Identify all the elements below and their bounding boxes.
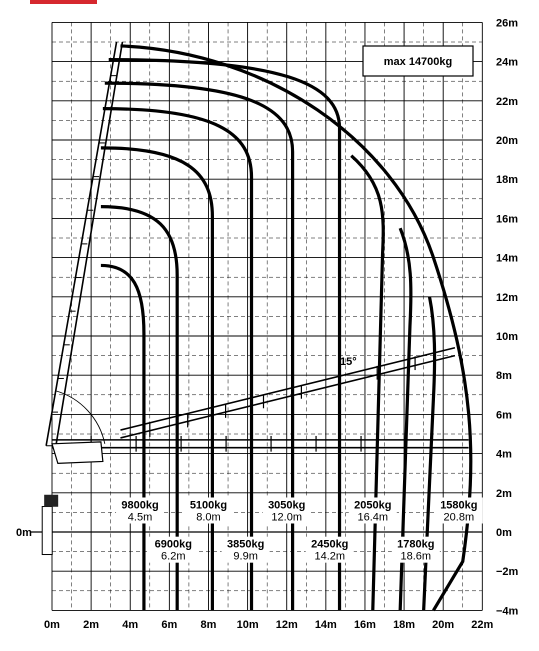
crane-column <box>42 507 52 555</box>
reach-value: 12.0m <box>271 511 303 524</box>
x-tick-label: 14m <box>314 619 337 631</box>
load-value: 2050kg <box>354 499 392 512</box>
grid <box>30 22 482 610</box>
y-tick-label: 16m <box>496 213 519 226</box>
load-value: 2450kg <box>311 538 349 551</box>
x-tick-label: 20m <box>432 619 455 631</box>
reach-value: 9.9m <box>233 550 258 563</box>
y-tick-label: 20m <box>496 135 519 147</box>
load-value: 3850kg <box>226 538 265 551</box>
y-tick-label: 22m <box>496 95 519 108</box>
x-tick-label: 16m <box>353 619 376 631</box>
y-tick-label: 18m <box>496 174 519 187</box>
load-curve <box>105 83 293 610</box>
y-tick-label: 10m <box>496 331 519 343</box>
x-tick-label: 2m <box>83 619 100 631</box>
y-tick-label: 0m <box>496 527 512 539</box>
angle-label: 15° <box>340 356 357 368</box>
reach-value: 8.0m <box>196 511 221 524</box>
x-tick-label: 4m <box>122 619 139 631</box>
y-tick-label: −2m <box>496 566 519 579</box>
load-value: 5100kg <box>189 499 228 512</box>
load-value: 1780kg <box>397 538 435 551</box>
y-tick-label: 24m <box>496 56 519 69</box>
crane-base-block <box>44 495 58 507</box>
y-tick-label: 14m <box>496 252 519 265</box>
reach-value: 16.4m <box>357 511 389 524</box>
y-tick-label: 6m <box>496 409 512 422</box>
y-tick-label: 2m <box>496 487 512 500</box>
origin-label: 0m <box>16 527 32 539</box>
load-value: 9800kg <box>121 499 159 512</box>
x-tick-label: 22m <box>471 619 494 631</box>
x-tick-label: 18m <box>393 619 416 631</box>
y-tick-label: 4m <box>496 448 512 461</box>
load-value: 6900kg <box>154 538 192 551</box>
x-tick-label: 0m <box>44 619 60 631</box>
max-load-label: max 14700kg <box>383 56 453 68</box>
x-tick-label: 8m <box>200 619 217 631</box>
reach-value: 6.2m <box>161 550 186 563</box>
reach-value: 18.6m <box>400 550 432 563</box>
reach-value: 14.2m <box>314 550 346 563</box>
reach-value: 20.8m <box>443 511 475 524</box>
knuckle-joint <box>52 442 103 464</box>
load-curve <box>351 156 383 611</box>
y-tick-label: −4m <box>496 605 519 618</box>
load-value: 3050kg <box>268 499 306 512</box>
x-tick-label: 6m <box>161 619 178 631</box>
x-tick-label: 12m <box>275 619 298 631</box>
y-tick-label: 12m <box>496 291 519 304</box>
load-curves <box>101 46 471 610</box>
y-tick-label: 26m <box>496 17 519 30</box>
reach-value: 4.5m <box>127 511 153 524</box>
inclined-boom-15deg <box>120 348 454 438</box>
y-tick-label: 8m <box>496 370 512 383</box>
load-value: 1580kg <box>440 499 478 512</box>
outer-envelope-curve <box>120 46 470 610</box>
x-tick-label: 10m <box>236 619 259 631</box>
